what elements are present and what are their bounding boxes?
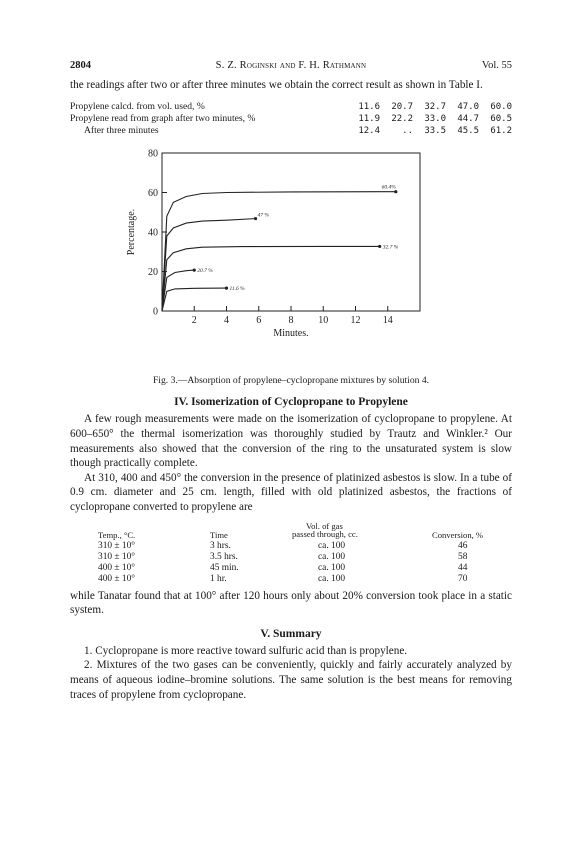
temp-cell: 400 ± 10° — [98, 562, 136, 573]
conversion-table — [70, 521, 512, 585]
conversion-cell: 46 — [458, 540, 468, 551]
readings-row-label: After three minutes — [84, 124, 159, 136]
volume-cell: ca. 100 — [318, 551, 346, 562]
series-endpoint — [193, 268, 196, 271]
summary-item-2: 2. Mixtures of the two gases can be conveniently, quickly and fairly accurately analyzed by means of aqueous iodine–bromine solutions. The same solution is the best means for removing traces of propylene from cyclopropane. — [70, 659, 512, 701]
series-label: 11.6 % — [229, 285, 245, 292]
readings-cell: 60.5 — [490, 113, 512, 124]
col-header-vol-line2: passed through, cc. — [292, 528, 358, 539]
x-tick-label: 10 — [318, 314, 329, 326]
running-authors: S. Z. Roginski and F. H. Rathmann — [215, 60, 367, 71]
series-line — [162, 218, 256, 310]
readings-row — [70, 125, 512, 137]
section-4-paragraph-1: A few rough measurements were made on the isomerization of cyclopropane to propylene. At 600–650° the thermal isomerization was thoroughly studied by Trautz and Winkler.² Our measurements also showed that the conversion of the ring to the unsaturated system is slow though practically complete. — [70, 413, 512, 470]
running-header — [70, 60, 512, 78]
x-tick-label: 12 — [350, 314, 361, 326]
readings-row-values — [347, 101, 512, 113]
readings-row — [70, 101, 512, 113]
readings-cell: 60.0 — [490, 101, 512, 112]
series-line — [162, 270, 194, 311]
x-tick-label: 6 — [256, 314, 262, 326]
temp-cell: 310 ± 10° — [98, 540, 136, 551]
series-label: 20.7 % — [197, 267, 213, 274]
volume-cell: ca. 100 — [318, 562, 346, 573]
readings-row-values — [347, 113, 512, 125]
col-header-vol-line1: Vol. of gas — [306, 520, 343, 531]
time-cell: 45 min. — [210, 562, 239, 573]
section-4-heading: IV. Isomerization of Cyclopropane to Propylene — [174, 396, 408, 409]
y-tick-label: 0 — [153, 306, 158, 318]
x-tick-label: 8 — [288, 314, 294, 326]
figure-caption: Fig. 3.—Absorption of propylene–cyclopropane mixtures by solution 4. — [152, 374, 430, 386]
readings-cell: 44.7 — [457, 113, 479, 124]
readings-cell: 11.6 — [358, 101, 380, 112]
section-4-paragraph-2: At 310, 400 and 450° the conversion in the presence of platinized asbestos is slow. In a tube of 0.9 cm. diameter and 25 cm. length, filled with old platinized asbestos, the fractions of cyclopropane converted to propylene are — [70, 471, 512, 513]
col-header-time: Time — [210, 529, 228, 540]
x-tick-label: 14 — [382, 314, 393, 326]
x-axis-label: Minutes. — [273, 327, 309, 339]
conversion-row — [70, 552, 512, 563]
plot-frame — [162, 153, 420, 311]
series-line — [162, 246, 380, 311]
conversion-table-header — [70, 521, 512, 541]
readings-cell: 22.2 — [391, 113, 413, 124]
time-cell: 3.5 hrs. — [210, 551, 238, 562]
y-tick-label: 80 — [148, 148, 158, 160]
conversion-row — [70, 574, 512, 585]
col-header-conversion: Conversion, % — [432, 529, 484, 540]
series-line — [162, 191, 396, 310]
time-cell: 3 hrs. — [210, 540, 231, 551]
readings-row — [70, 113, 512, 125]
series-label: 60.4% — [381, 184, 396, 191]
temp-cell: 400 ± 10° — [98, 573, 136, 584]
y-axis-label: Percentage. — [126, 208, 137, 255]
x-tick-label: 2 — [191, 314, 197, 326]
page-number: 2804 — [70, 60, 91, 71]
conversion-cell: 70 — [458, 573, 468, 584]
readings-table — [70, 101, 512, 137]
readings-row-values — [347, 125, 512, 137]
readings-cell: 11.9 — [358, 113, 380, 124]
readings-cell: 33.0 — [424, 113, 446, 124]
volume-cell: ca. 100 — [318, 573, 346, 584]
conversion-cell: 44 — [458, 562, 468, 573]
after-table-paragraph: while Tanatar found that at 100° after 120 hours only about 20% conversion took place in a static system. — [70, 589, 512, 617]
readings-row-label: Propylene read from graph after two minutes, % — [70, 112, 256, 124]
conversion-row — [70, 541, 512, 552]
readings-cell: 61.2 — [490, 125, 512, 136]
readings-cell: 20.7 — [391, 101, 413, 112]
y-tick-label: 40 — [148, 227, 158, 239]
col-header-temp: Temp., °C. — [98, 529, 136, 540]
readings-cell: 12.4 — [358, 125, 380, 136]
series-endpoint — [225, 286, 228, 289]
readings-cell: 32.7 — [424, 101, 446, 112]
conversion-row — [70, 563, 512, 574]
readings-cell: 33.5 — [424, 125, 446, 136]
figure-3 — [70, 145, 512, 373]
volume-cell: ca. 100 — [318, 540, 346, 551]
y-tick-label: 60 — [148, 187, 158, 199]
temp-cell: 310 ± 10° — [98, 551, 136, 562]
absorption-chart — [70, 145, 512, 373]
readings-cell: 47.0 — [457, 101, 479, 112]
readings-row-label: Propylene calcd. from vol. used, % — [70, 100, 205, 112]
series-endpoint — [378, 244, 381, 247]
volume-label: Vol. 55 — [481, 60, 512, 71]
series-label: 47 % — [257, 212, 269, 219]
time-cell: 1 hr. — [210, 573, 227, 584]
intro-paragraph: the readings after two or after three minutes we obtain the correct result as shown in Table I. — [70, 79, 483, 91]
readings-cell: 45.5 — [457, 125, 479, 136]
journal-page — [70, 60, 512, 702]
summary-item-1: 1. Cyclopropane is more reactive toward sulfuric acid than is propylene. — [84, 644, 408, 657]
y-tick-label: 20 — [148, 266, 158, 278]
x-tick-label: 4 — [224, 314, 229, 326]
conversion-cell: 58 — [458, 551, 468, 562]
series-label: 32.7 % — [382, 244, 399, 251]
readings-cell: .. — [402, 125, 413, 136]
summary-heading: V. Summary — [260, 627, 322, 640]
